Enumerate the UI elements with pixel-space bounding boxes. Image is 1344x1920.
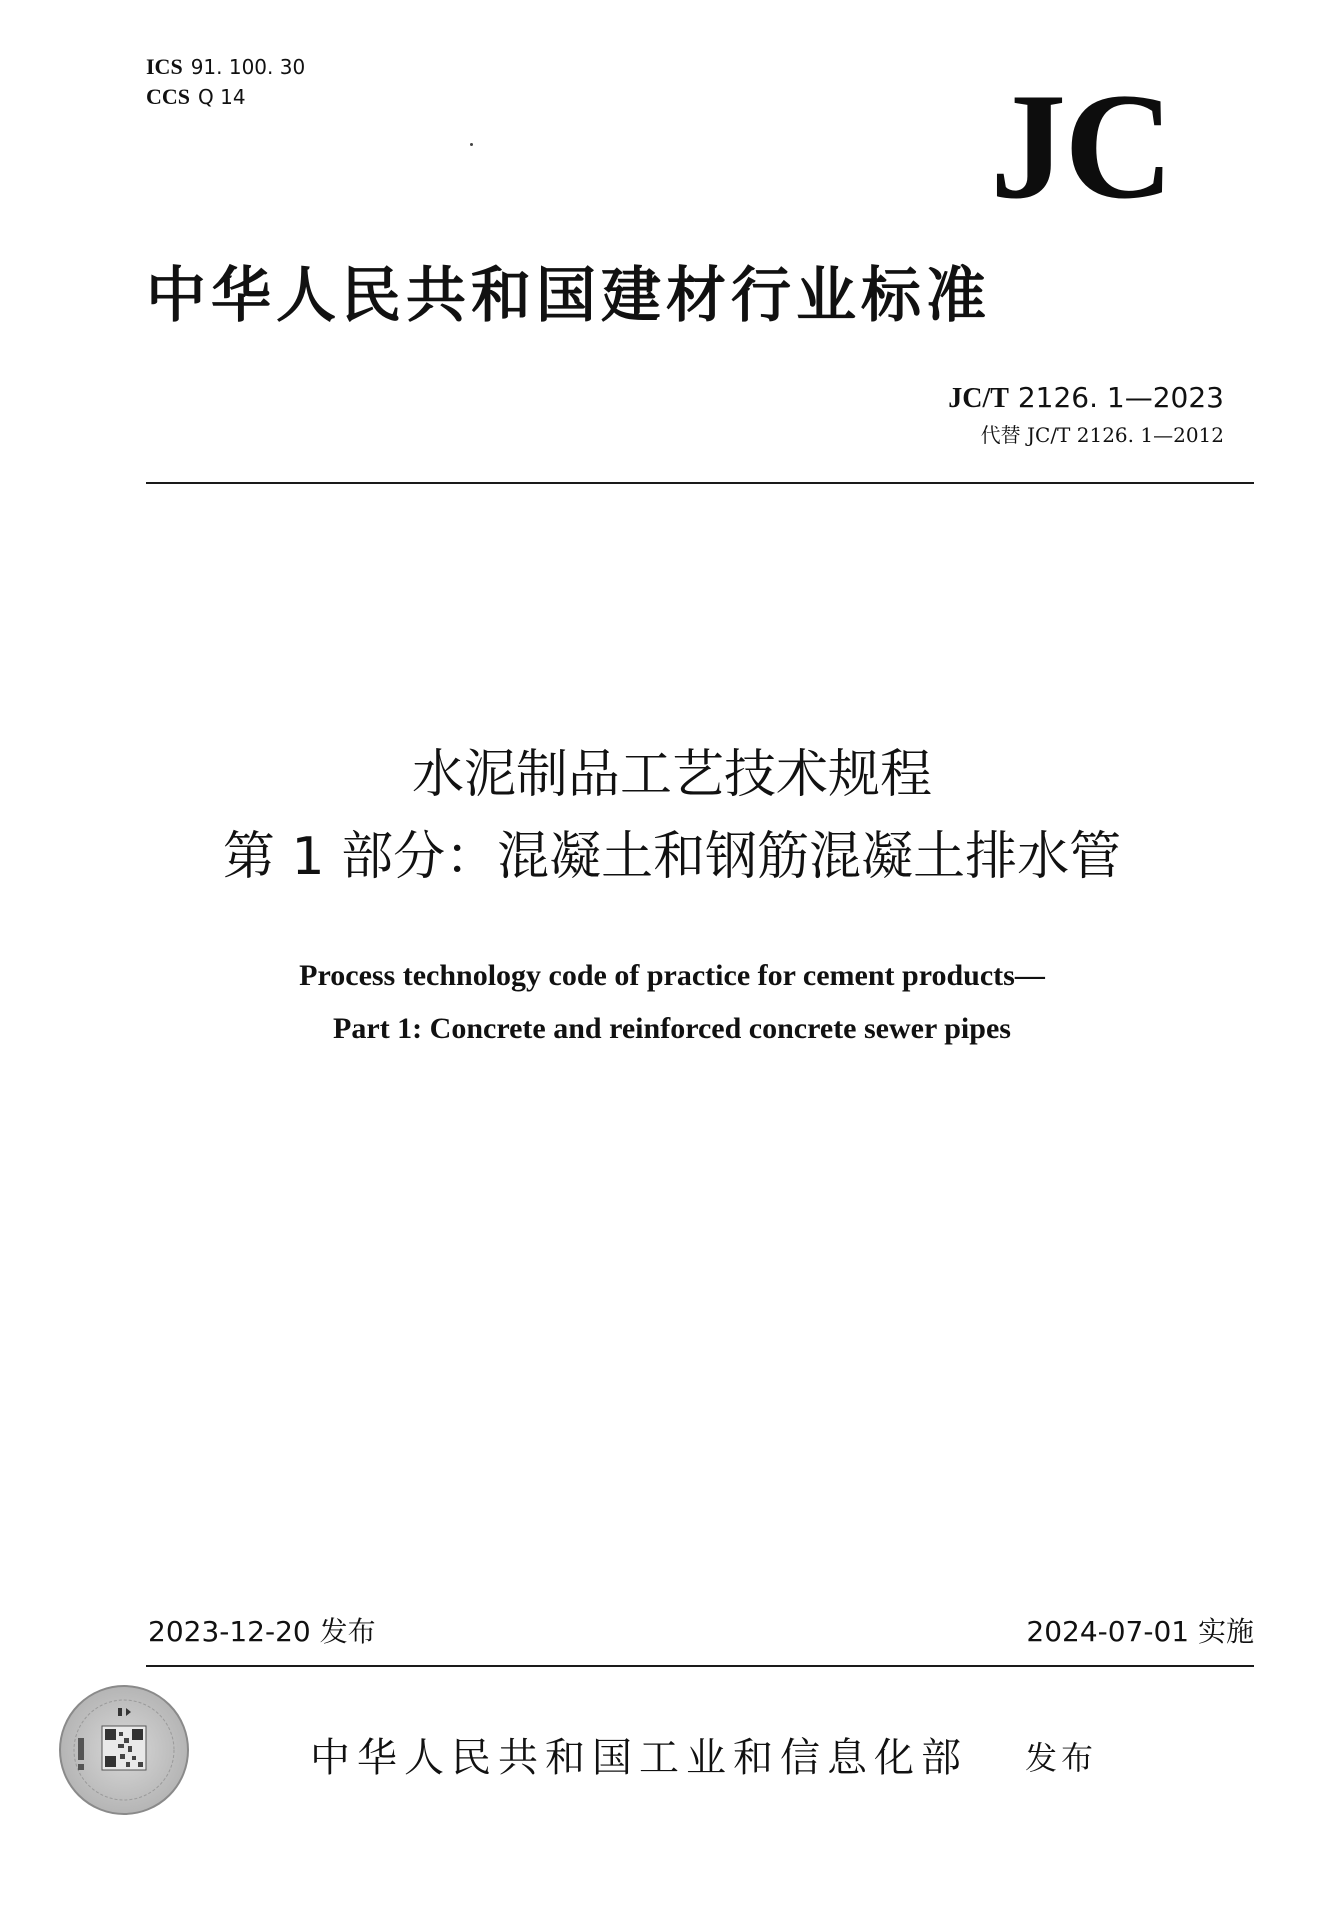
english-title-line-1: Process technology code of practice for cement products— xyxy=(299,959,1045,992)
ics-code xyxy=(146,54,305,80)
jc-logo: JC xyxy=(990,62,1172,230)
ics-value: 91. 100. 30 xyxy=(190,55,306,79)
publish-label: 发布 xyxy=(1025,1739,1098,1777)
ccs-label: CCS xyxy=(146,84,191,109)
implementation-date: 2024-07-01 实施 xyxy=(1026,1615,1254,1648)
standard-number-value: 2126. 1—2023 xyxy=(1017,381,1224,414)
scan-dot xyxy=(470,143,473,146)
ics-label: ICS xyxy=(146,54,183,79)
english-title-line-2: Part 1: Concrete and reinforced concrete sewer pipes xyxy=(333,1012,1011,1045)
top-divider xyxy=(146,482,1254,484)
replaces-standard: 代替 JC/T 2126. 1—2012 xyxy=(980,423,1224,447)
chinese-title-line-1: 水泥制品工艺技术规程 xyxy=(411,745,932,805)
standard-number xyxy=(948,381,1224,416)
bottom-divider xyxy=(146,1665,1254,1667)
ccs-code xyxy=(146,84,246,110)
anti-counterfeit-seal-icon xyxy=(56,1682,192,1818)
ccs-value: Q 14 xyxy=(198,85,246,109)
publisher-name: 中华人民共和国工业和信息化部 xyxy=(310,1735,968,1781)
issue-date: 2023-12-20 发布 xyxy=(148,1615,376,1648)
chinese-title-line-2: 第 1 部分：混凝土和钢筋混凝土排水管 xyxy=(222,827,1122,887)
standard-code-prefix: JC/T xyxy=(948,383,1009,414)
national-standard-title: 中华人民共和国建材行业标准 xyxy=(146,261,991,331)
